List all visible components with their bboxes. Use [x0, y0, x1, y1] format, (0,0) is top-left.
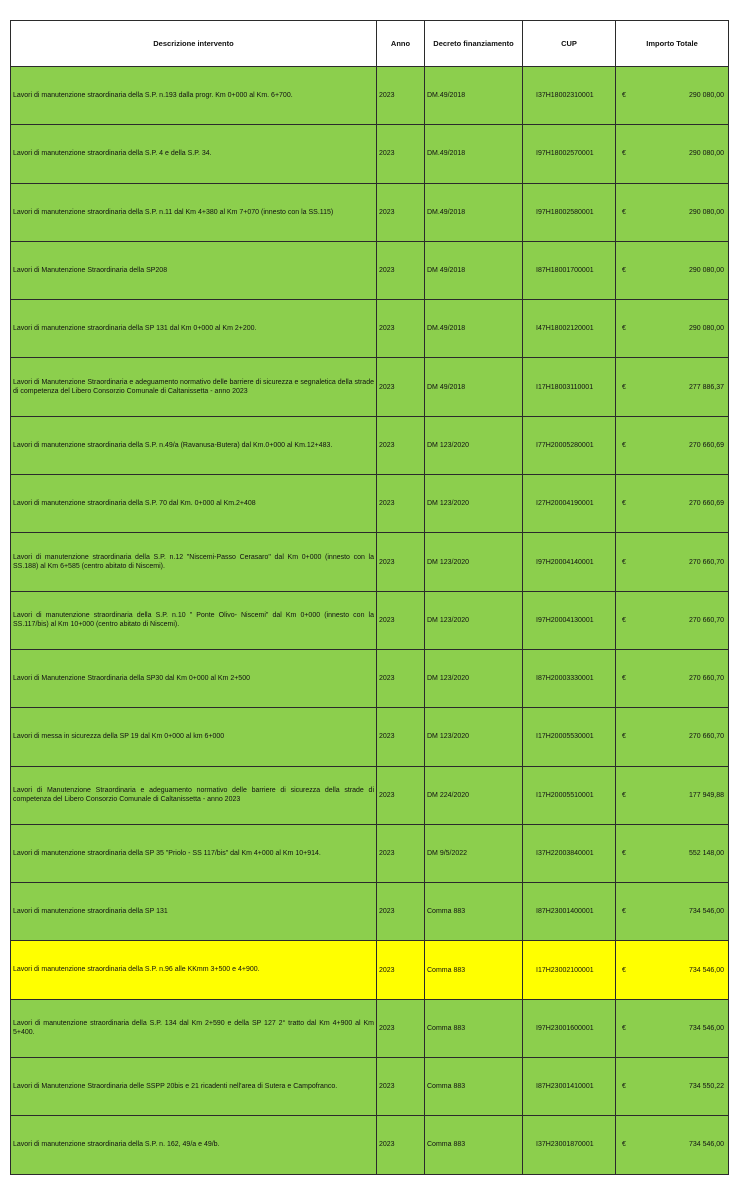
- interventions-table: [10, 20, 729, 1175]
- currency-symbol: €: [622, 383, 626, 391]
- cell-decreto: Comma 883: [425, 1058, 523, 1116]
- cell-anno: 2023: [377, 300, 425, 358]
- cell-decreto: DM 9/5/2022: [425, 824, 523, 882]
- cell-anno: 2023: [377, 766, 425, 824]
- cell-decreto: DM 224/2020: [425, 766, 523, 824]
- importo-value: 270 660,69: [688, 441, 724, 449]
- table-row: [11, 475, 729, 533]
- cell-decreto: DM 49/2018: [425, 358, 523, 416]
- currency-symbol: €: [622, 616, 626, 624]
- currency-symbol: €: [622, 441, 626, 449]
- cell-cup: I17H18003110001: [523, 358, 616, 416]
- cell-decreto: DM.49/2018: [425, 125, 523, 183]
- cell-descrizione: Lavori di Manutenzione Straordinaria e adeguamento normativo delle barriere di sicurezza della strade di competenza del Libero Consorzio Comunale di Caltanissetta - anno 2023: [11, 766, 377, 824]
- cell-cup: I87H18001700001: [523, 241, 616, 299]
- cell-anno: 2023: [377, 358, 425, 416]
- cell-decreto: DM.49/2018: [425, 67, 523, 125]
- importo-value: 290 080,00: [688, 325, 724, 333]
- header-decreto: Decreto finanziamento: [425, 21, 523, 67]
- currency-symbol: €: [622, 850, 626, 857]
- cell-importo: [616, 1116, 729, 1174]
- table-row: [11, 1116, 729, 1174]
- cell-cup: I87H23001410001: [523, 1058, 616, 1116]
- cell-anno: 2023: [377, 67, 425, 125]
- currency-symbol: €: [622, 966, 626, 974]
- table-row: [11, 67, 729, 125]
- cell-anno: 2023: [377, 183, 425, 241]
- table-row: [11, 241, 729, 299]
- cell-descrizione: Lavori di Manutenzione Straordinaria e adeguamento normativo delle barriere di sicurezza e segnaletica della strade di competenza del Libero Consorzio Comunale di Caltanissetta - anno 2023: [11, 358, 377, 416]
- cell-descrizione: Lavori di manutenzione straordinaria della S.P. n.49/a (Ravanusa-Butera) dal Km.0+000 al Km.12+483.: [11, 416, 377, 474]
- cell-descrizione: Lavori di manutenzione straordinaria della S.P. n.193 dalla progr. Km 0+000 al Km. 6+700.: [11, 67, 377, 125]
- cell-cup: I77H20005280001: [523, 416, 616, 474]
- cell-importo: [616, 649, 729, 707]
- currency-symbol: €: [622, 1083, 626, 1091]
- cell-decreto: DM 123/2020: [425, 533, 523, 591]
- table-row: [11, 416, 729, 474]
- cell-importo: [616, 533, 729, 591]
- cell-importo: [616, 475, 729, 533]
- currency-symbol: €: [622, 150, 626, 158]
- cell-descrizione: Lavori di manutenzione straordinaria della S.P. n.12 "Niscemi-Passo Cerasaro" dal Km 0+000 (innesto con la SS.188) al Km 6+585 (centro abitato di Niscemi).: [11, 533, 377, 591]
- header-anno: Anno: [377, 21, 425, 67]
- cell-importo: [616, 300, 729, 358]
- cell-cup: I17H20005510001: [523, 766, 616, 824]
- cell-anno: 2023: [377, 416, 425, 474]
- cell-descrizione: Lavori di Manutenzione Straordinaria della SP208: [11, 241, 377, 299]
- cell-anno: 2023: [377, 241, 425, 299]
- cell-importo: [616, 766, 729, 824]
- cell-descrizione: Lavori di messa in sicurezza della SP 19 dal Km 0+000 al km 6+000: [11, 708, 377, 766]
- cell-cup: I87H20003330001: [523, 649, 616, 707]
- cell-cup: I27H20004190001: [523, 475, 616, 533]
- cell-decreto: Comma 883: [425, 999, 523, 1057]
- importo-value: 177 949,88: [688, 791, 724, 799]
- table-row: [11, 300, 729, 358]
- cell-anno: 2023: [377, 883, 425, 941]
- cell-cup: I17H23002100001: [523, 941, 616, 999]
- cell-importo: [616, 708, 729, 766]
- cell-descrizione: Lavori di manutenzione straordinaria della SP 35 "Priolo - SS 117/bis" dal Km 4+000 al Km 10+914.: [11, 824, 377, 882]
- cell-cup: I87H23001400001: [523, 883, 616, 941]
- cell-anno: 2023: [377, 649, 425, 707]
- header-descrizione: Descrizione intervento: [11, 21, 377, 67]
- cell-importo: [616, 125, 729, 183]
- cell-cup: I97H18002580001: [523, 183, 616, 241]
- cell-decreto: DM 123/2020: [425, 708, 523, 766]
- importo-value: 290 080,00: [688, 92, 724, 100]
- table-row: [11, 883, 729, 941]
- table-body: [11, 67, 729, 1175]
- cell-decreto: Comma 883: [425, 941, 523, 999]
- importo-value: 734 550,22: [688, 1083, 724, 1091]
- currency-symbol: €: [622, 1141, 626, 1149]
- importo-value: 270 660,70: [688, 558, 724, 566]
- currency-symbol: €: [622, 267, 626, 275]
- cell-descrizione: Lavori di Manutenzione Straordinaria delle SSPP 20bis e 21 ricadenti nell'area di Sutera e Campofranco.: [11, 1058, 377, 1116]
- cell-descrizione: Lavori di manutenzione straordinaria della S.P. n.96 alle KKmm 3+500 e 4+900.: [11, 941, 377, 999]
- cell-anno: 2023: [377, 591, 425, 649]
- cell-descrizione: Lavori di manutenzione straordinaria della S.P. n.10 " Ponte Olivo- Niscemi" dal Km 0+000 (innesto con la SS.117/bis) al Km 10+000 (centro abitato di Niscemi).: [11, 591, 377, 649]
- cell-importo: [616, 183, 729, 241]
- cell-cup: I37H22003840001: [523, 824, 616, 882]
- currency-symbol: €: [622, 733, 626, 741]
- importo-value: 734 546,00: [688, 908, 724, 916]
- cell-anno: 2023: [377, 941, 425, 999]
- cell-importo: [616, 67, 729, 125]
- cell-anno: 2023: [377, 125, 425, 183]
- cell-decreto: DM 123/2020: [425, 416, 523, 474]
- cell-anno: 2023: [377, 1058, 425, 1116]
- cell-decreto: Comma 883: [425, 883, 523, 941]
- importo-value: 552 148,00: [688, 850, 724, 857]
- table-row: [11, 533, 729, 591]
- table-row: [11, 125, 729, 183]
- importo-value: 734 546,00: [688, 1024, 724, 1032]
- importo-value: 270 660,69: [688, 500, 724, 508]
- cell-cup: I37H23001870001: [523, 1116, 616, 1174]
- cell-cup: I97H20004140001: [523, 533, 616, 591]
- cell-anno: 2023: [377, 475, 425, 533]
- cell-cup: I97H18002570001: [523, 125, 616, 183]
- cell-importo: [616, 999, 729, 1057]
- importo-value: 270 660,70: [688, 616, 724, 624]
- currency-symbol: €: [622, 500, 626, 508]
- table-header-row: [11, 21, 729, 67]
- cell-descrizione: Lavori di manutenzione straordinaria della SP 131 dal Km 0+000 al Km 2+200.: [11, 300, 377, 358]
- cell-decreto: DM 49/2018: [425, 241, 523, 299]
- header-importo: Importo Totale: [616, 21, 729, 67]
- cell-cup: I97H23001600001: [523, 999, 616, 1057]
- cell-decreto: DM.49/2018: [425, 183, 523, 241]
- cell-decreto: DM 123/2020: [425, 475, 523, 533]
- cell-importo: [616, 1058, 729, 1116]
- table-row: [11, 183, 729, 241]
- cell-importo: [616, 241, 729, 299]
- cell-descrizione: Lavori di manutenzione straordinaria della S.P. n. 162, 49/a e 49/b.: [11, 1116, 377, 1174]
- cell-anno: 2023: [377, 824, 425, 882]
- currency-symbol: €: [622, 791, 626, 799]
- cell-descrizione: Lavori di manutenzione straordinaria della S.P. 70 dal Km. 0+000 al Km.2+408: [11, 475, 377, 533]
- currency-symbol: €: [622, 208, 626, 216]
- importo-value: 734 546,00: [688, 1141, 724, 1149]
- cell-anno: 2023: [377, 999, 425, 1057]
- cell-cup: I17H20005530001: [523, 708, 616, 766]
- cell-descrizione: Lavori di manutenzione straordinaria della S.P. 134 dal Km 2+590 e della SP 127 2° tratto dal Km 4+900 al Km 5+400.: [11, 999, 377, 1057]
- cell-descrizione: Lavori di manutenzione straordinaria della S.P. n.11 dal Km 4+380 al Km 7+070 (innesto con la SS.115): [11, 183, 377, 241]
- importo-value: 270 660,70: [688, 675, 724, 683]
- importo-value: 290 080,00: [688, 267, 724, 275]
- cell-importo: [616, 416, 729, 474]
- cell-anno: 2023: [377, 708, 425, 766]
- cell-decreto: Comma 883: [425, 1116, 523, 1174]
- cell-descrizione: Lavori di Manutenzione Straordinaria della SP30 dal Km 0+000 al Km 2+500: [11, 649, 377, 707]
- currency-symbol: €: [622, 325, 626, 333]
- table-row: [11, 824, 729, 882]
- importo-value: 277 886,37: [688, 383, 724, 391]
- cell-importo: [616, 883, 729, 941]
- cell-importo: [616, 824, 729, 882]
- table-row: [11, 766, 729, 824]
- table-row: [11, 941, 729, 999]
- currency-symbol: €: [622, 675, 626, 683]
- table-row: [11, 999, 729, 1057]
- cell-descrizione: Lavori di manutenzione straordinaria della SP 131: [11, 883, 377, 941]
- cell-cup: I47H18002120001: [523, 300, 616, 358]
- cell-decreto: DM 123/2020: [425, 591, 523, 649]
- cell-importo: [616, 591, 729, 649]
- table-row: [11, 591, 729, 649]
- cell-cup: I97H20004130001: [523, 591, 616, 649]
- importo-value: 290 080,00: [688, 150, 724, 158]
- currency-symbol: €: [622, 908, 626, 916]
- currency-symbol: €: [622, 92, 626, 100]
- importo-value: 734 546,00: [688, 966, 724, 974]
- table-row: [11, 1058, 729, 1116]
- cell-decreto: DM.49/2018: [425, 300, 523, 358]
- currency-symbol: €: [622, 1024, 626, 1032]
- importo-value: 290 080,00: [688, 208, 724, 216]
- header-cup: CUP: [523, 21, 616, 67]
- table-row: [11, 649, 729, 707]
- table-row: [11, 358, 729, 416]
- importo-value: 270 660,70: [688, 733, 724, 741]
- cell-importo: [616, 358, 729, 416]
- cell-importo: [616, 941, 729, 999]
- currency-symbol: €: [622, 558, 626, 566]
- cell-descrizione: Lavori di manutenzione straordinaria della S.P. 4 e della S.P. 34.: [11, 125, 377, 183]
- cell-anno: 2023: [377, 1116, 425, 1174]
- cell-anno: 2023: [377, 533, 425, 591]
- table-row: [11, 708, 729, 766]
- cell-cup: I37H18002310001: [523, 67, 616, 125]
- cell-decreto: DM 123/2020: [425, 649, 523, 707]
